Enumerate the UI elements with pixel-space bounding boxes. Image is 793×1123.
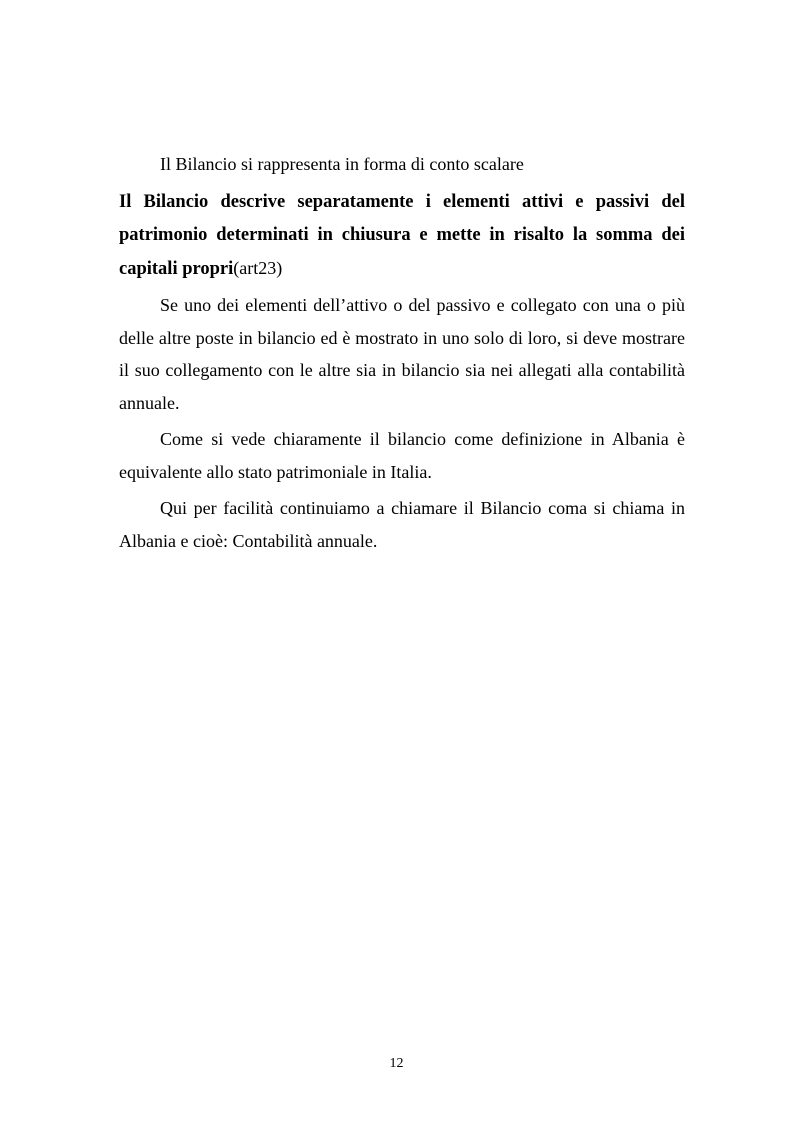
paragraph-text: Se uno dei elementi dell’attivo o del passivo e collegato con una o più delle altre poste in bilancio ed è mostrato in uno solo di loro, si deve mostrare il suo collegamento con le altre sia in bilancio sia nei allegati alla contabilità annuale. <box>119 295 685 413</box>
paragraph-text: Qui per facilità continuiamo a chiamare il Bilancio coma si chiama in Albania e cioè: Contabilità annuale. <box>119 498 685 551</box>
paragraph-text: Il Bilancio si rappresenta in forma di conto scalare <box>160 154 524 174</box>
article-reference: (art23) <box>233 257 283 278</box>
paragraph-contabilita <box>119 492 685 557</box>
body-text <box>119 148 685 561</box>
bold-statement: Il Bilancio descrive separatamente i elementi attivi e passivi del patrimonio determinati in chiusura e mette in risalto la somma dei capitali propri <box>119 191 685 279</box>
paragraph-definizione <box>119 423 685 488</box>
paragraph-elementi <box>119 289 685 419</box>
page-number: 12 <box>389 1056 404 1071</box>
paragraph-bilancio-descrive <box>119 185 685 286</box>
paragraph-conto-scalare <box>119 148 685 181</box>
paragraph-text: Come si vede chiaramente il bilancio come definizione in Albania è equivalente allo stato patrimoniale in Italia. <box>119 429 685 482</box>
